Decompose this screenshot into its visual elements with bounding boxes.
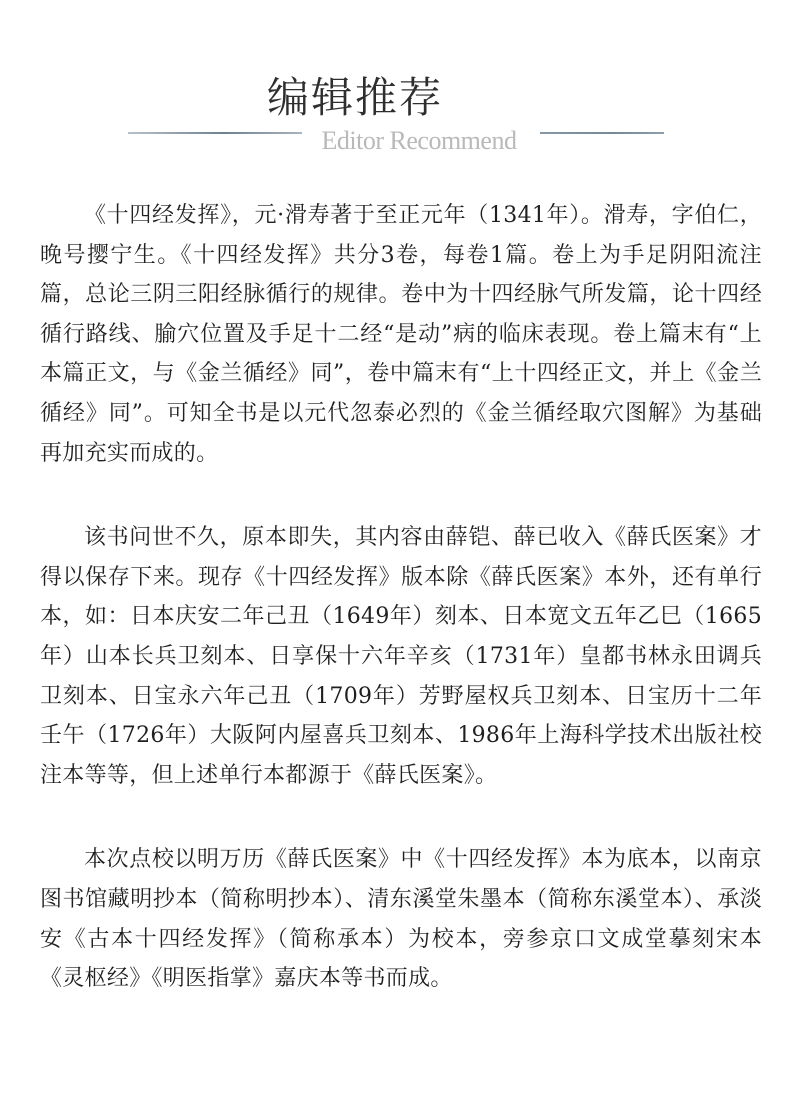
paragraph-1: 《十四经发挥》，元·滑寿著于至正元年（1341年）。滑寿，字伯仁，晚号撄宁生。《十四经发挥》共分3卷，每卷1篇。卷上为手足阴阳流注篇，总论三阴三阳经脉循行的规律。卷中为十四经脉气所发篇，论十四经循行路线、腧穴位置及手足十二经“是动”病的临床表现。卷上篇末有“上本篇正文，与《金兰循经》同”，卷中篇末有“上十四经正文，并上《金兰循经》同”。可知全书是以元代忽泰必烈的《金兰循经取穴图解》为基础再加充实而成的。 xyxy=(40,203,762,466)
section-subtitle: Editor Recommend xyxy=(321,126,517,155)
body-text xyxy=(40,196,762,1044)
section-title: 编辑推荐 xyxy=(266,73,443,122)
section-header xyxy=(0,0,800,170)
paragraph-2: 该书问世不久，原本即失，其内容由薛铠、薛已收入《薛氏医案》才得以保存下来。现存《十四经发挥》版本除《薛氏医案》本外，还有单行本，如：日本庆安二年己丑（1649年）刻本、日本宽文五年乙巳（1665年）山本长兵卫刻本、日享保十六年辛亥（1731年）皇都书林永田调兵卫刻本、日宝永六年己丑（1709年）芳野屋权兵卫刻本、日宝历十二年壬午（1726年）大阪阿内屋喜兵卫刻本、1986年上海科学技术出版社校注本等等，但上述单行本都源于《薛氏医案》。 xyxy=(40,525,762,788)
paragraph-3: 本次点校以明万历《薛氏医案》中《十四经发挥》本为底本，以南京图书馆藏明抄本（简称明抄本）、清东溪堂朱墨本（简称东溪堂本）、承淡安《古本十四经发挥》（简称承本）为校本，旁参京口文成堂摹刻宋本《灵枢经》《明医指掌》嘉庆本等书而成。 xyxy=(40,847,762,992)
